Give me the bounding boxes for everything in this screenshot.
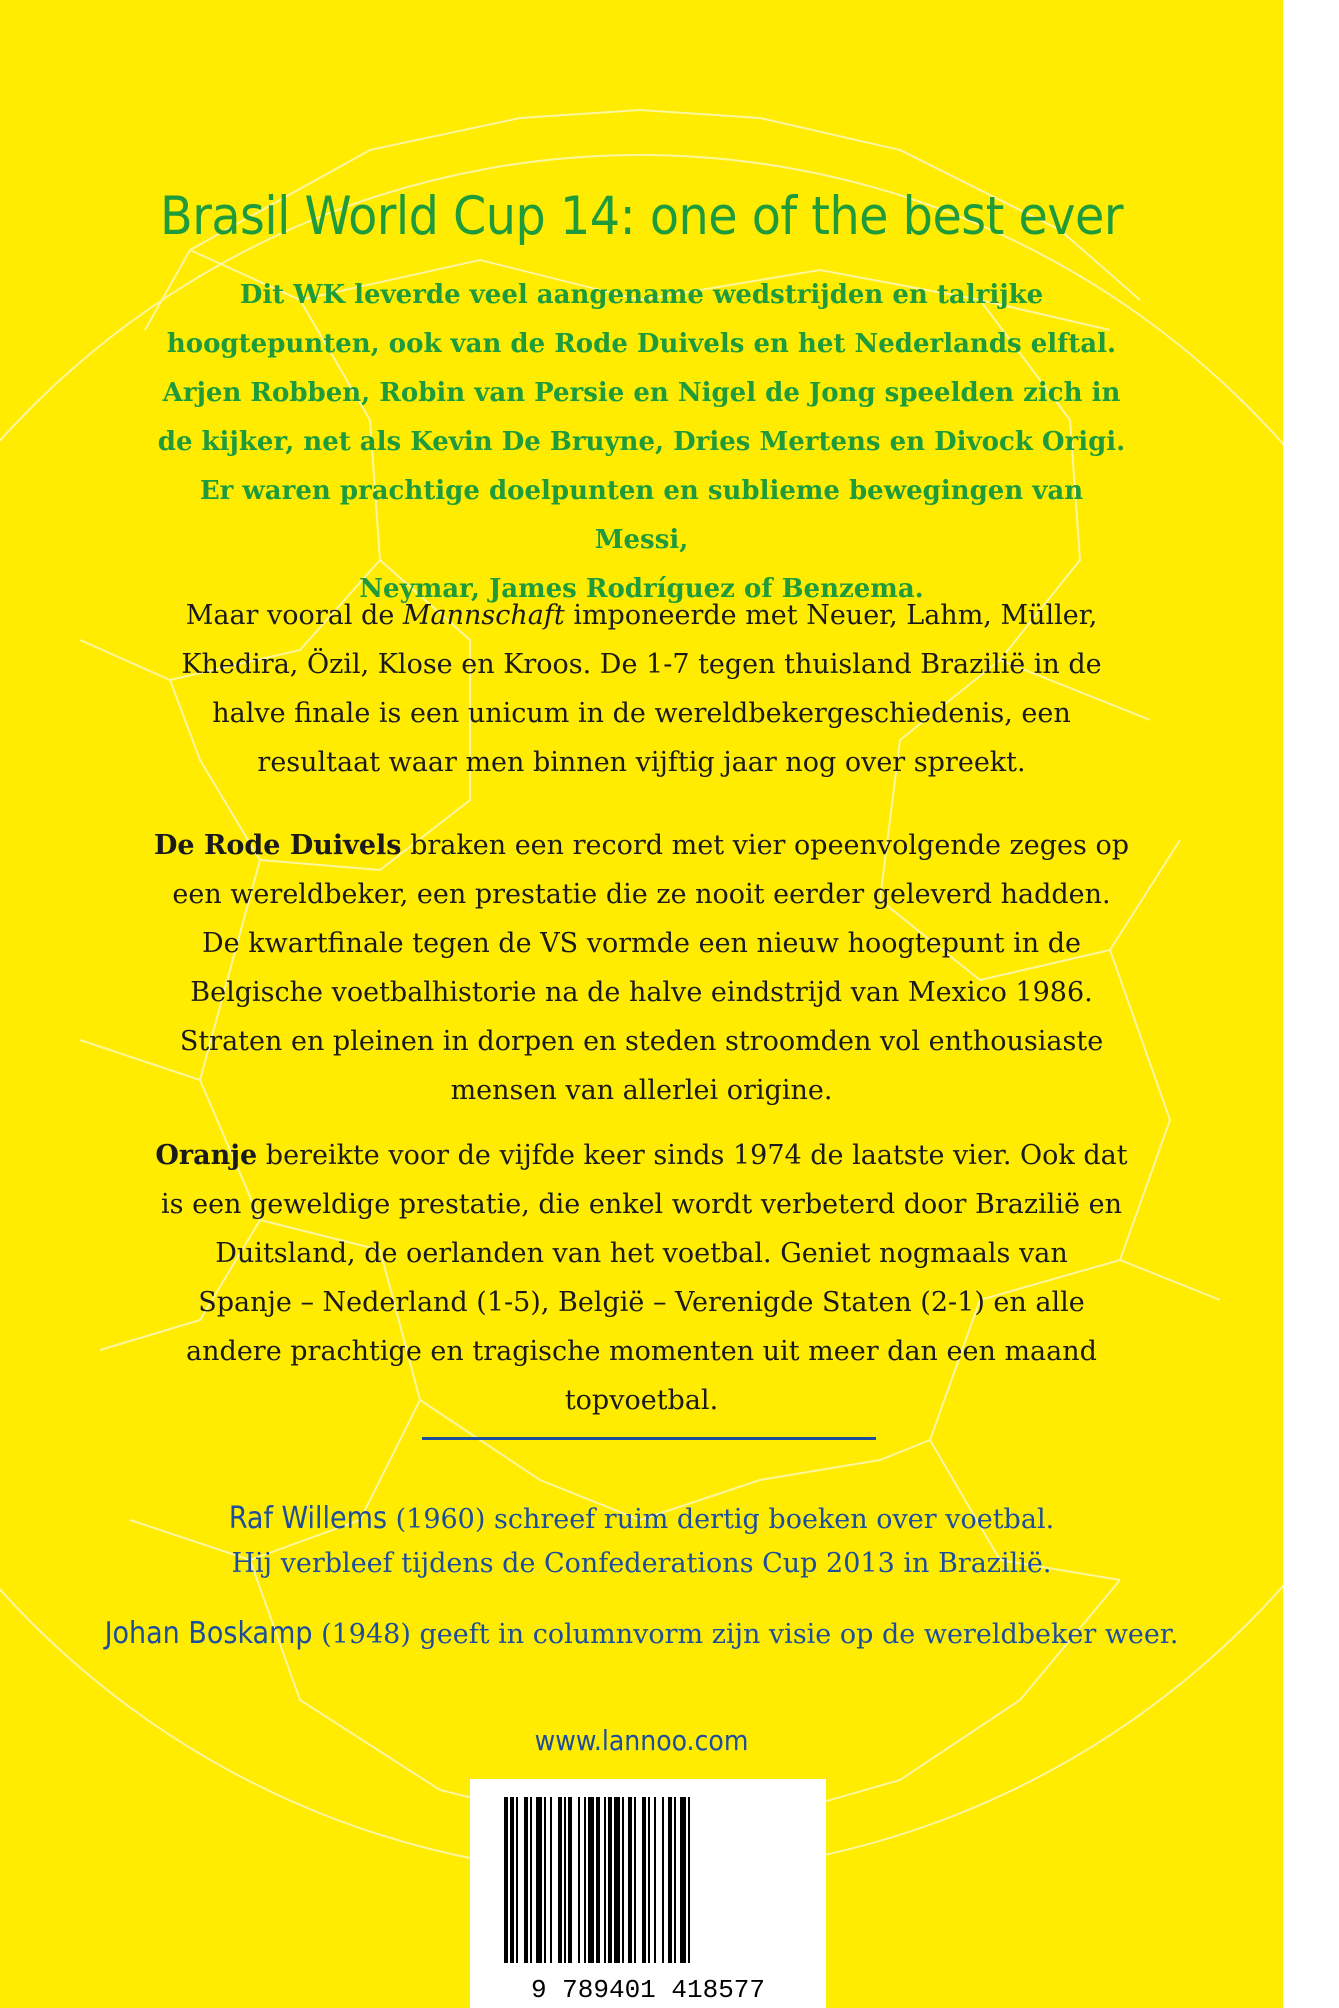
body-paragraph-oranje <box>150 1131 1133 1425</box>
barcode-bar <box>614 1797 620 1963</box>
barcode-bar <box>504 1797 508 1963</box>
divider-rule <box>422 1437 876 1440</box>
bold-term: Oranje <box>155 1140 258 1171</box>
text-run: Maar vooral de <box>185 600 403 631</box>
barcode-bar <box>510 1797 514 1963</box>
author-name: Raf Willems <box>228 1501 388 1536</box>
barcode-bar <box>564 1797 566 1963</box>
bold-term: De Rode Duivels <box>153 830 402 861</box>
barcode-bar <box>628 1797 632 1963</box>
body-line: is een geweldige prestatie, die enkel wordt verbeterd door Brazilië en <box>161 1189 1122 1220</box>
body-line: halve finale is een unicum in de wereldbekergeschiedenis, een <box>212 698 1071 729</box>
lead-line: Er waren prachtige doelpunten en sublieme bewegingen van Messi, <box>199 476 1084 555</box>
headline: Brasil World Cup 14: one of the best ever <box>160 186 1123 247</box>
barcode-bar <box>550 1797 552 1963</box>
body-line: Straten en pleinen in dorpen en steden stroomden vol enthousiaste <box>179 1026 1104 1057</box>
text-run: (1948) geeft in columnvorm zijn visie op de wereldbeker weer. <box>312 1619 1179 1650</box>
body-line: Duitsland, de oerlanden van het voetbal. Geniet nogmaals van <box>215 1238 1068 1269</box>
barcode-bar <box>654 1797 656 1963</box>
barcode-bar <box>688 1797 690 1963</box>
lead-line: Dit WK leverde veel aangename wedstrijden en talrijke <box>239 280 1044 310</box>
body-line: mensen van allerlei origine. <box>450 1075 833 1106</box>
barcode-bar <box>536 1797 542 1963</box>
barcode-bar <box>544 1797 546 1963</box>
author-bio-raf-willems <box>100 1497 1183 1586</box>
barcode-graphic <box>470 1779 826 2008</box>
lead-line: hoogtepunten, ook van de Rode Duivels en het Nederlands elftal. <box>166 329 1117 359</box>
body-paragraph-mannschaft <box>150 591 1133 787</box>
author-bio-johan-boskamp <box>100 1612 1183 1657</box>
body-line: andere prachtige en tragische momenten uit meer dan een maand <box>186 1336 1097 1367</box>
barcode-bar <box>568 1797 572 1963</box>
barcode-digits: 9 789401 418577 <box>530 1975 766 2005</box>
lead-line: de kijker, net als Kevin De Bruyne, Dries Mertens en Divock Origi. <box>157 427 1126 457</box>
body-line: Khedira, Özil, Klose en Kroos. De 1-7 tegen thuisland Brazilië in de <box>181 649 1102 680</box>
body-paragraph-rode-duivels <box>150 821 1133 1115</box>
text-run: Hij verbleef tijdens de Confederations Cup 2013 in Brazilië. <box>231 1548 1052 1579</box>
text-run: braken een record met vier opeenvolgende zeges op <box>401 830 1129 861</box>
body-line: resultaat waar men binnen vijftig jaar nog over spreekt. <box>257 747 1026 778</box>
barcode-bar <box>634 1797 636 1963</box>
barcode-bar <box>648 1797 650 1963</box>
text-run: (1960) schreef ruim dertig boeken over voetbal. <box>387 1504 1055 1535</box>
barcode-bar <box>668 1797 672 1963</box>
barcode-bar <box>558 1797 562 1963</box>
barcode-bar <box>524 1797 528 1963</box>
barcode-bar <box>680 1797 686 1963</box>
barcode-bar <box>588 1797 594 1963</box>
barcode-bar <box>662 1797 664 1963</box>
lead-paragraph <box>150 271 1133 614</box>
italic-term: Mannschaft <box>402 600 565 631</box>
barcode-bar <box>642 1797 646 1963</box>
barcode-bar <box>516 1797 518 1963</box>
barcode-bar <box>584 1797 586 1963</box>
text-run: bereikte voor de vijfde keer sinds 1974 de laatste vier. Ook dat <box>257 1140 1128 1171</box>
barcode <box>470 1779 826 2008</box>
barcode-bar <box>608 1797 612 1963</box>
body-line: Belgische voetbalhistorie na de halve eindstrijd van Mexico 1986. <box>190 977 1093 1008</box>
lead-line: Arjen Robben, Robin van Persie en Nigel de Jong speelden zich in <box>162 378 1121 408</box>
body-line: een wereldbeker, een prestatie die ze nooit eerder geleverd hadden. <box>172 879 1111 910</box>
body-line: topvoetbal. <box>564 1385 719 1416</box>
barcode-bar <box>596 1797 600 1963</box>
barcode-bar <box>578 1797 580 1963</box>
barcode-bar <box>530 1797 532 1963</box>
barcode-bar <box>622 1797 624 1963</box>
barcode-bar <box>604 1797 606 1963</box>
text-run: imponeerde met Neuer, Lahm, Müller, <box>564 600 1098 631</box>
barcode-bar <box>674 1797 676 1963</box>
body-line: De kwartfinale tegen de VS vormde een nieuw hoogtepunt in de <box>202 928 1081 959</box>
body-line: Spanje – Nederland (1-5), België – Verenigde Staten (2-1) en alle <box>198 1287 1085 1318</box>
lead-line: Neymar, James Rodríguez of Benzema. <box>359 574 924 604</box>
publisher-website: www.lannoo.com <box>534 1724 749 1757</box>
author-name: Johan Boskamp <box>104 1616 313 1651</box>
